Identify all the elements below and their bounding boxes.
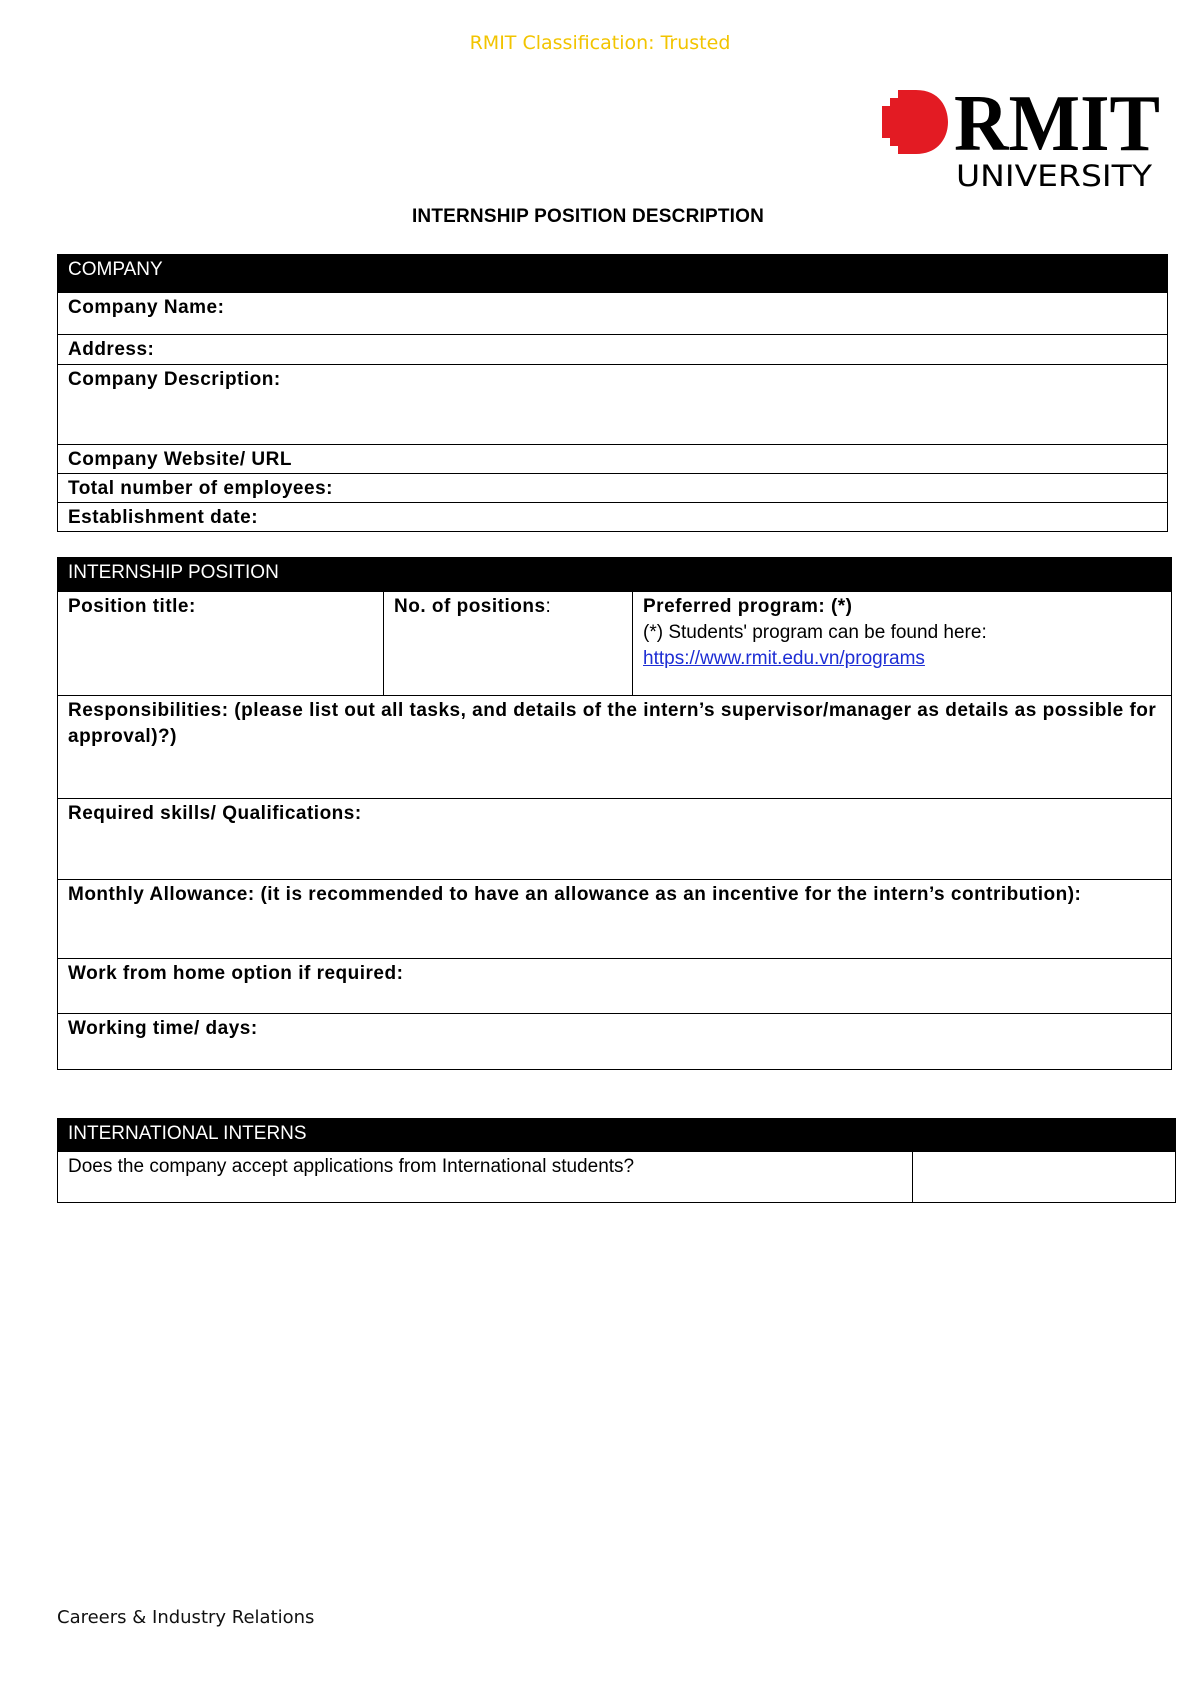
- svg-text:UNIVERSITY: UNIVERSITY: [956, 159, 1153, 193]
- work-from-home-label: Work from home option if required:: [68, 963, 404, 984]
- position-count-label: No. of positions: [394, 596, 546, 617]
- monthly-allowance-field[interactable]: [58, 880, 1172, 959]
- responsibilities-label: Responsibilities: (please list out all tasks, and details of the intern’s supervisor/manager as details as possible for approval)?): [68, 700, 1157, 747]
- company-name-label: Company Name:: [68, 297, 225, 318]
- programs-link[interactable]: https://www.rmit.edu.vn/programs: [643, 648, 925, 669]
- address-label: Address:: [68, 339, 155, 360]
- international-interns-table: [57, 1118, 1176, 1203]
- position-title-field[interactable]: [58, 592, 384, 696]
- working-time-field[interactable]: [58, 1014, 1172, 1070]
- preferred-program-label: Preferred program: (*): [643, 596, 853, 617]
- international-section-heading: INTERNATIONAL INTERNS: [58, 1119, 1176, 1152]
- rmit-logo-graphic: [868, 86, 1168, 196]
- company-name-field[interactable]: [58, 293, 1168, 335]
- international-answer-field[interactable]: [913, 1152, 1176, 1203]
- company-website-label: Company Website/ URL: [68, 449, 292, 470]
- position-count-colon: :: [545, 596, 551, 617]
- establishment-date-label: Establishment date:: [68, 507, 259, 528]
- program-note: (*) Students' program can be found here:: [643, 622, 987, 643]
- responsibilities-field[interactable]: [58, 696, 1172, 799]
- employee-count-label: Total number of employees:: [68, 478, 333, 499]
- preferred-program-field[interactable]: [633, 592, 1172, 696]
- required-skills-label: Required skills/ Qualifications:: [68, 803, 362, 824]
- company-description-field[interactable]: [58, 365, 1168, 445]
- work-from-home-field[interactable]: [58, 959, 1172, 1014]
- position-section-heading: INTERNSHIP POSITION: [58, 558, 1172, 592]
- international-question: Does the company accept applications from International students?: [58, 1152, 913, 1203]
- svg-text:RMIT: RMIT: [954, 86, 1160, 168]
- working-time-label: Working time/ days:: [68, 1018, 258, 1039]
- classification-header: RMIT Classification: Trusted: [469, 32, 731, 54]
- required-skills-field[interactable]: [58, 799, 1172, 880]
- page-footer: Careers & Industry Relations: [57, 1607, 315, 1628]
- document-title: INTERNSHIP POSITION DESCRIPTION: [411, 206, 765, 227]
- internship-position-table: [57, 557, 1172, 1070]
- rmit-logo: [868, 86, 1168, 196]
- company-description-label: Company Description:: [68, 369, 281, 390]
- company-table: [57, 254, 1168, 532]
- employee-count-field[interactable]: [58, 474, 1168, 503]
- establishment-date-field[interactable]: [58, 503, 1168, 532]
- position-title-label: Position title:: [68, 596, 196, 617]
- company-section-heading: COMPANY: [58, 255, 1168, 293]
- position-count-field[interactable]: [384, 592, 633, 696]
- address-field[interactable]: [58, 335, 1168, 365]
- company-website-field[interactable]: [58, 445, 1168, 474]
- monthly-allowance-label: Monthly Allowance: (it is recommended to have an allowance as an incentive for the intern’s contribution):: [68, 884, 1082, 905]
